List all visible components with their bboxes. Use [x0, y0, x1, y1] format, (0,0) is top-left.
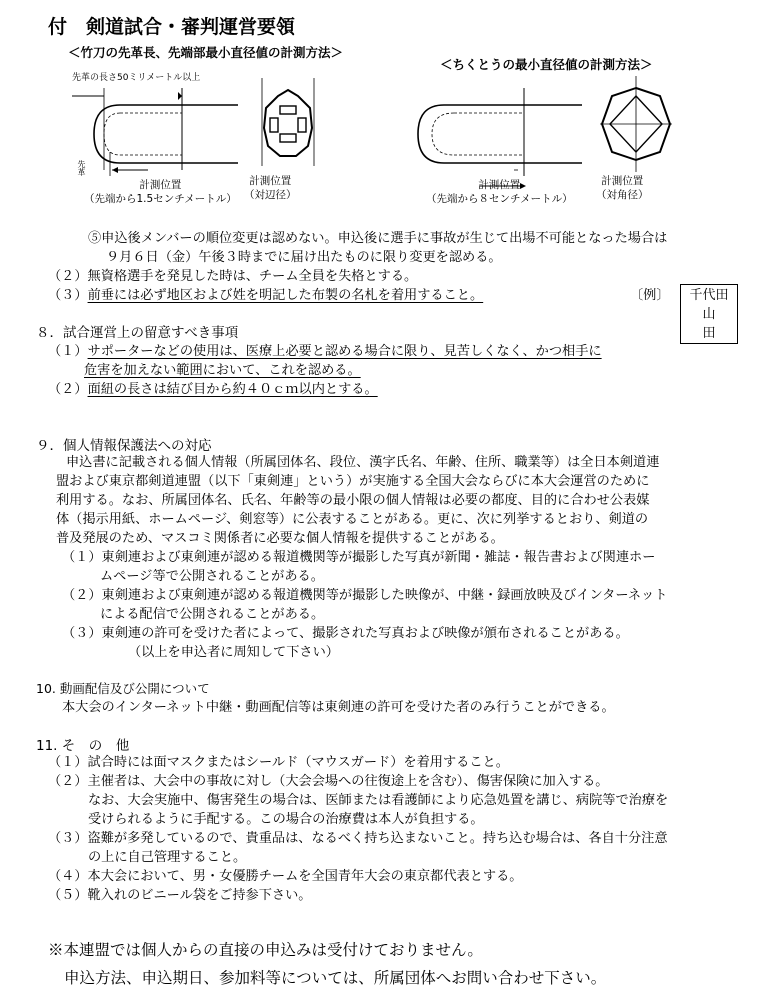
chikuto-side-diagram: [414, 80, 584, 180]
s9-item1-line1: （１）東剣連および東剣連が認める報道機関等が撮影した写真が新聞・雑誌・報告書および関連ホー: [62, 550, 656, 565]
s7-item5-line1: ⑤申込後メンバーの順位変更は認めない。申込後に選手に事故が生じて出場不可能となった場合は: [88, 231, 668, 246]
s9-heading: ９．個人情報保護法への対応: [36, 438, 212, 454]
s11-item5: （５）靴入れのビニール袋をご持参下さい。: [48, 888, 312, 903]
s9-para-1: 申込書に記載される個人情報（所属団体名、段位、漢字氏名、年齢、住所、職業等）は全日本剣道連: [66, 455, 660, 470]
s7-item5-line2: ９月６日（金）午後３時までに届け出たものに限り変更を認める。: [106, 250, 502, 265]
s11-item3-line2: の上に自己管理すること。: [88, 850, 247, 865]
s10-heading: 10. 動画配信及び公開について: [36, 681, 210, 696]
s8-item1-line2: 危害を加えない範囲において、これを認める。: [84, 363, 361, 378]
s9-item2-line2: による配信で公開されることがある。: [100, 607, 325, 622]
s8-item1-line1: （１）サポーターなどの使用は、医療上必要と認める場合に限り、見苦しくなく、かつ相手に: [48, 344, 602, 359]
s8-heading: ８．試合運営上の留意すべき事項: [36, 325, 239, 341]
s9-para-3: 利用する。なお、所属団体名、氏名、年齢等の最小限の個人情報は必要の都度、目的に合わせ公表媒: [56, 493, 650, 508]
s7-item3: [48, 286, 483, 305]
diagram-left-pos1: 計測位置 （先端から1.5センチメートル）: [84, 179, 237, 205]
s11-item3-line1: （３）盗難が多発しているので、貴重品は、なるべく持ち込まないこと。持ち込む場合は、各自十分注意: [48, 831, 668, 846]
example-label: 〔例〕: [630, 288, 670, 303]
pointer-arrow: [110, 160, 150, 180]
notice-line2: 申込方法、申込期日、参加料等については、所属団体へお問い合わせ下さい。: [64, 969, 607, 987]
notice-line1: ※本連盟では個人からの直接の申込みは受付けておりません。: [48, 941, 483, 959]
s11-item1: （１）試合時には面マスクまたはシールド（マウスガード）を着用すること。: [48, 755, 509, 770]
s9-item2-line1: （２）東剣連および東剣連が認める報道機関等が撮影した映像が、中継・録画放映及びインターネット: [62, 588, 668, 603]
diagram-left-vertical-label: 先革: [77, 160, 86, 176]
shinai-side-diagram: [70, 80, 240, 180]
diagram-right-pos1: 計測位置 （先端から８センチメートル）: [426, 179, 573, 205]
s9-item3: （３）東剣連の許可を受けた者によって、撮影された写真および映像が頒布されることがある。: [62, 626, 629, 641]
page-title: 付 剣道試合・審判運営要領: [48, 16, 296, 38]
s9-note: （以上を申込者に周知して下さい）: [128, 645, 339, 660]
s11-item4: （４）本大会において、男・女優勝チームを全国青年大会の東京都代表とする。: [48, 869, 523, 884]
s9-item1-line2: ムページ等で公開されることがある。: [100, 569, 324, 584]
shinai-cross-section-flat: [256, 72, 320, 172]
name-tag-example: 千代田 山 田: [680, 284, 738, 344]
s7-item3-text: 前垂には必ず地区および姓を明記した布製の名札を着用すること。: [87, 288, 484, 303]
s8-item2: （２）面紐の長さは結び目から約４０ｃｍ以内とする。: [48, 382, 378, 397]
s11-heading: 11. そ の 他: [36, 738, 130, 754]
s9-para-2: 盟および東京都剣道連盟（以下「東剣連」という）が実施する全国大会ならびに本大会運営のために: [56, 474, 650, 489]
s7-item2: （２）無資格選手を発見した時は、チーム全員を失格とする。: [48, 269, 418, 284]
diagram-right-caption: ＜ちくとうの最小直径値の計測方法＞: [440, 57, 653, 72]
diagram-left-note: 先革の長さ50ミリメートル以上: [72, 73, 201, 83]
s11-item2-line2: なお、大会実施中、傷害発生の場合は、医師または看護師により応急処置を講じ、病院等で治療を: [88, 793, 669, 808]
s7-item3-num: （３）: [48, 288, 88, 303]
chikuto-cross-section-diagonal: [598, 72, 674, 176]
s11-item2-line1: （２）主催者は、大会中の事故に対し（大会会場への往復途上を含む）、傷害保険に加入する。: [48, 774, 609, 789]
diagram-left-pos2: 計測位置 （対辺径）: [244, 175, 297, 201]
s11-item2-line3: 受けられるように手配する。この場合の治療費は本人が負担する。: [88, 812, 484, 827]
s10-text: 本大会のインターネット中継・動画配信等は東剣連の許可を受けた者のみ行うことができる。: [62, 700, 615, 715]
s9-para-4: 体（掲示用紙、ホームページ、剣窓等）に公表することがある。更に、次に列挙するとおり、剣道の: [56, 512, 649, 527]
s9-para-5: 普及発展のため、マスコミ関係者に必要な個人情報を提供することがある。: [56, 531, 504, 546]
diagram-right-pos2: 計測位置 （対角径）: [596, 175, 649, 201]
diagram-left-caption: ＜竹刀の先革長、先端部最小直径値の計測方法＞: [68, 45, 344, 60]
